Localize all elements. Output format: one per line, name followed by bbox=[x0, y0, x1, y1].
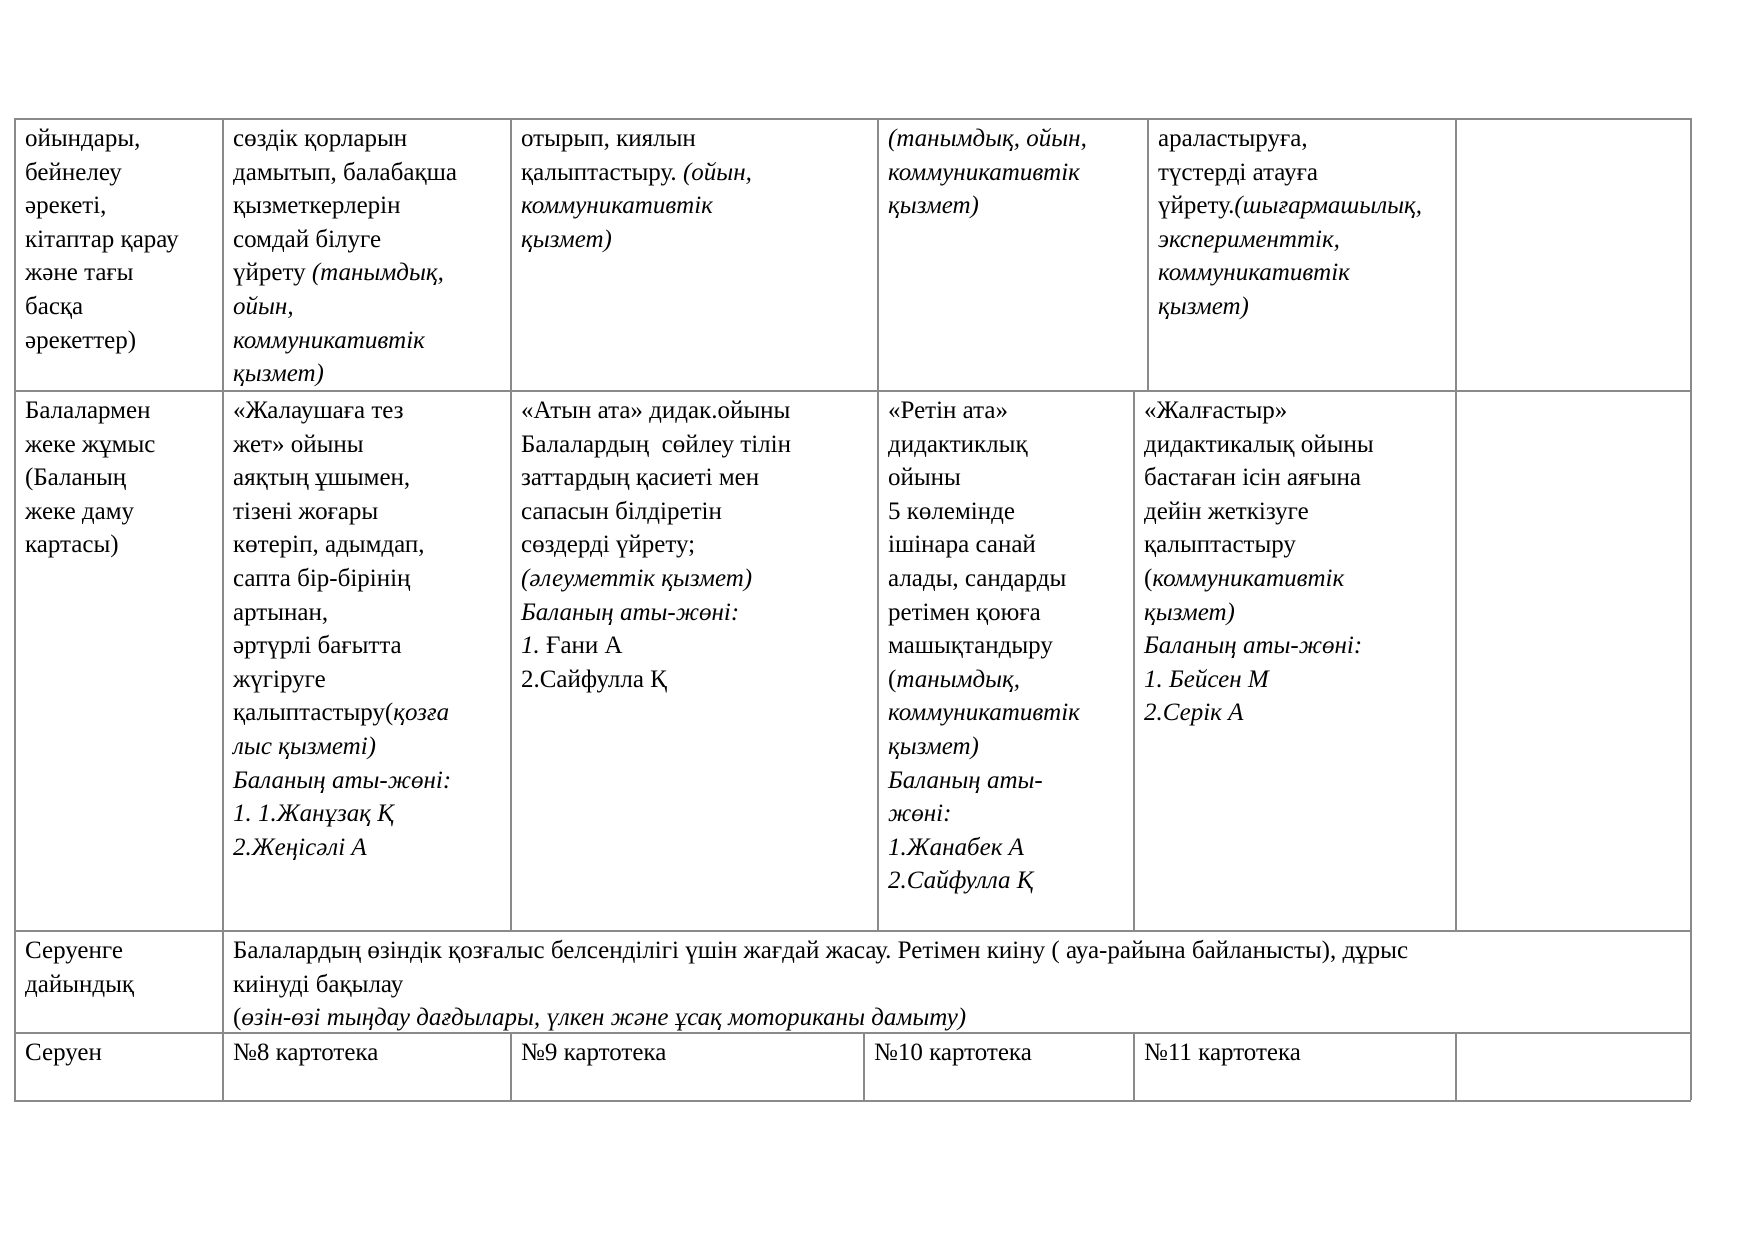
cell-text-run: «Жалаушаға тез жет» ойыны аяқтың ұшымен, тізені жоғары көтеріп, адымдап, сапта бір-бірінің артынан, әртүрлі бағытта жүгіруге қалыптастыру( bbox=[233, 397, 425, 727]
cell-text-run: (әлеуметтік қызмет) Баланың аты-жөні: 1. bbox=[521, 564, 753, 660]
cell-text-run: «Жалғастыр» дидактикалық ойыны бастаған ісін аяғына дейін жеткізуге қалыптастыру ( bbox=[1144, 397, 1374, 592]
table-cell-r1-c5 bbox=[1455, 390, 1690, 930]
table-cell-r2-c0 bbox=[14, 930, 222, 1032]
table-cell-r3-c2 bbox=[510, 1032, 863, 1100]
table-cell-r0-c1 bbox=[222, 118, 510, 390]
table-border-vertical-r2-2 bbox=[1690, 930, 1692, 1032]
table-cell-r3-c4 bbox=[1133, 1032, 1455, 1100]
cell-text-run: сөздік қорларын дамытып, балабақша қызметкерлерін сомдай білуге үйрету bbox=[233, 125, 457, 287]
cell-text-run: №11 картотека bbox=[1144, 1039, 1301, 1066]
cell-text-run: Серуен bbox=[25, 1039, 102, 1066]
cell-text-run: отырып, киялын қалыптастыру. bbox=[521, 125, 696, 186]
cell-text-run: араластыруға, түстерді атауға үйрету. bbox=[1158, 125, 1318, 220]
cell-text-run: «Ретін ата» дидактиклық ойыны 5 көлемінде ішінара санай алады, сандарды ретімен қоюға машықтандыру ( bbox=[888, 397, 1067, 693]
cell-text-run: Серуенге дайындық bbox=[25, 937, 135, 998]
cell-text-run: Балалармен жеке жұмыс (Баланың жеке даму картасы) bbox=[25, 397, 156, 559]
table-cell-r1-c4 bbox=[1133, 390, 1455, 930]
table-cell-r3-c1 bbox=[222, 1032, 510, 1100]
table-cell-r1-c1 bbox=[222, 390, 510, 930]
cell-text-run: Ғани А 2.Сайфулла Қ bbox=[521, 632, 667, 693]
cell-text-run: өзін-өзі тыңдау дағдылары, үлкен және ұсақ моториканы дамыту) bbox=[241, 1004, 967, 1032]
cell-text-run: №9 картотека bbox=[521, 1039, 667, 1066]
table-border-vertical-r1-6 bbox=[1690, 390, 1692, 930]
table-border-vertical-r3-6 bbox=[1690, 1032, 1692, 1100]
table-cell-r1-c0 bbox=[14, 390, 222, 930]
table-cell-r1-c3 bbox=[877, 390, 1133, 930]
cell-text-run: «Атын ата» дидак.ойыны Балалардың сөйлеу тілін заттардың қасиеті мен сапасын білдіретін сөздерді үйрету; bbox=[521, 397, 791, 559]
cell-text-run: танымдық, коммуникативтік қызмет) Баланың аты- жөні: 1.Жанабек А 2.Сайфулла Қ bbox=[888, 665, 1080, 895]
table-cell-r3-c0 bbox=[14, 1032, 222, 1100]
cell-text-run: (танымдық, ойын, коммуникативтік қызмет) bbox=[233, 259, 444, 388]
cell-text-run: №10 картотека bbox=[874, 1039, 1032, 1066]
cell-text-run: ойындары, бейнелеу әрекеті, кітаптар қарау және тағы басқа әрекеттер) bbox=[25, 125, 179, 354]
table-cell-r0-c2 bbox=[510, 118, 877, 390]
cell-text-run: қозға лыс қызметі) Баланың аты-жөні: 1. 1.Жанұзақ Қ 2.Жеңісәлі А bbox=[233, 699, 452, 861]
table-cell-r0-c5 bbox=[1455, 118, 1690, 390]
table-cell-r1-c2 bbox=[510, 390, 877, 930]
cell-text-run: №8 картотека bbox=[233, 1039, 379, 1066]
cell-text-run: (ойын, коммуникативтік қызмет) bbox=[521, 158, 752, 253]
cell-text-run: (шығармашылық, эксперименттік, коммуникативтік қызмет) bbox=[1158, 192, 1422, 320]
table-border-vertical-r0-6 bbox=[1690, 118, 1692, 390]
cell-text-run: коммуникативтік қызмет) Баланың аты-жөні: 1. Бейсен М 2.Серік А bbox=[1144, 564, 1363, 727]
table-cell-r0-c3 bbox=[877, 118, 1147, 390]
cell-text-run: (танымдық, ойын, коммуникативтік қызмет) bbox=[888, 125, 1087, 220]
table-cell-r3-c3 bbox=[863, 1032, 1133, 1100]
table-cell-r0-c0 bbox=[14, 118, 222, 390]
table-cell-r3-c5 bbox=[1455, 1032, 1690, 1100]
table-border-horizontal-4 bbox=[14, 1100, 1691, 1102]
cell-text-run: Балалардың өзіндік қозғалыс белсенділігі үшін жағдай жасау. Ретімен киіну ( ауа-райына байланысты), дұрыс киінуді бақылау ( bbox=[233, 937, 1409, 1032]
table-cell-r2-c1 bbox=[222, 930, 1690, 1032]
table-cell-r0-c4 bbox=[1147, 118, 1455, 390]
